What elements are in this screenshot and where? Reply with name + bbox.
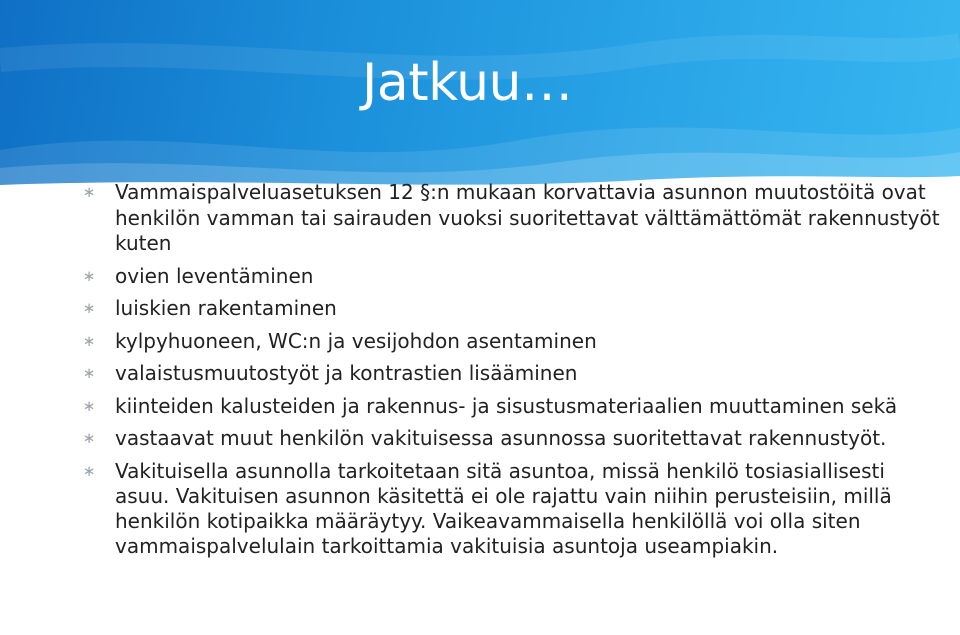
- list-item: [82, 361, 942, 387]
- list-item: [82, 426, 942, 452]
- list-item-text: kiinteiden kalusteiden ja rakennus- ja sisustusmateriaalien muuttaminen sekä: [115, 393, 898, 418]
- list-item: [82, 329, 942, 355]
- header-band: [0, 0, 960, 190]
- list-item: [82, 180, 942, 257]
- slide-title: Jatkuu…: [362, 53, 573, 113]
- list-item-text: valaistusmuutostyöt ja kontrastien lisääminen: [115, 361, 578, 385]
- asterisk-bullet-icon: ∗: [82, 331, 96, 350]
- asterisk-bullet-icon: ∗: [82, 299, 96, 317]
- list-item-text: Vammaispalveluasetuksen 12 §:n mukaan korvattavia asunnon muutostöitä ovat henkilön vamman tai sairauden vuoksi suoritettavat välttämättömät rakennustyöt kuten: [115, 180, 940, 255]
- asterisk-bullet-icon: ∗: [82, 364, 96, 382]
- list-item-text: Vakituisella asunnolla tarkoitetaan sitä asuntoa, missä henkilö tosiasiallisesti asuu. Vakituisen asunnon käsitettä ei ole rajattu vain niihin perusteisiin, millä henkilön kotipaikka määräytyy. Vaikeavammaisella henkilöllä voi olla siten vammaispalvelulain tarkoittamia vakituisia asuntoja useampiakin.: [115, 458, 892, 558]
- asterisk-bullet-icon: ∗: [82, 266, 96, 285]
- bullet-list: [82, 180, 942, 566]
- asterisk-bullet-icon: ∗: [82, 461, 96, 480]
- asterisk-bullet-icon: ∗: [82, 429, 96, 447]
- list-item-text: kylpyhuoneen, WC:n ja vesijohdon asentaminen: [115, 328, 597, 353]
- list-item: [82, 296, 942, 322]
- list-item: [82, 394, 942, 420]
- list-item: [82, 264, 942, 290]
- list-item-text: ovien leventäminen: [115, 263, 314, 288]
- list-item-text: luiskien rakentaminen: [115, 296, 337, 320]
- list-item: [82, 459, 942, 559]
- list-item-text: vastaavat muut henkilön vakituisessa asunnossa suoritettavat rakennustyöt.: [115, 426, 887, 450]
- asterisk-bullet-icon: ∗: [82, 396, 96, 415]
- asterisk-bullet-icon: ∗: [82, 183, 96, 201]
